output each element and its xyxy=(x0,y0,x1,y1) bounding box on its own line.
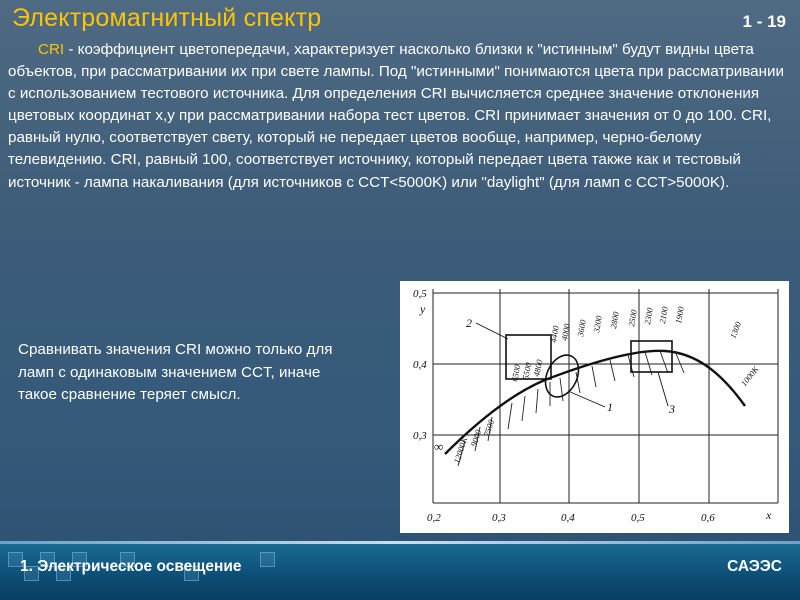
iso-line-4000 xyxy=(560,378,563,401)
temp-label-2800: 2800 xyxy=(608,310,621,330)
slide-title: Электромагнитный спектр xyxy=(12,4,322,32)
chromaticity-svg xyxy=(400,281,789,533)
x-axis-label: x xyxy=(766,508,772,522)
temp-label-3200: 3200 xyxy=(591,314,604,334)
temp-label-4400: 4400 xyxy=(548,324,561,344)
callout-1: 1 xyxy=(607,400,613,414)
footer-decor-square xyxy=(260,552,275,567)
temp-label-2500: 2500 xyxy=(626,308,639,328)
iso-line-2100 xyxy=(660,351,668,373)
temp-label-6500: 6500 xyxy=(509,363,523,383)
x-tick-1: 0,3 xyxy=(492,512,506,524)
infinity-marker: ∞ xyxy=(434,439,444,454)
y-tick-2: 0,3 xyxy=(413,430,427,442)
callout-2: 2 xyxy=(466,316,472,330)
callout-line-3 xyxy=(658,372,668,406)
x-tick-2: 0,4 xyxy=(561,512,575,524)
temp-label-2300: 2300 xyxy=(642,306,655,326)
footer-section-title: 1. Электрическое освещение xyxy=(20,558,242,575)
x-tick-0: 0,2 xyxy=(427,512,441,524)
temp-label-1900: 1900 xyxy=(673,305,686,325)
iso-line-5500 xyxy=(522,396,525,421)
iso-line-3200 xyxy=(592,366,596,387)
iso-line-6500 xyxy=(508,403,512,429)
side-note: Сравнивать значения CRI можно только для ламп с одинаковым значением CCT, иначе такое сравнение теряет смысл. xyxy=(18,341,333,403)
iso-line-2800 xyxy=(610,360,615,381)
chromaticity-diagram xyxy=(400,281,789,533)
y-tick-0: 0,5 xyxy=(413,288,427,300)
temp-label-4800: 4800 xyxy=(531,358,545,378)
callout-line-1 xyxy=(568,391,605,407)
temp-label-1000k: 1000K xyxy=(738,364,761,389)
x-tick-3: 0,5 xyxy=(631,512,645,524)
temp-label-3600: 3600 xyxy=(575,318,588,338)
temp-label-5500: 5500 xyxy=(520,361,534,381)
cri-term: CRI xyxy=(38,41,65,58)
cri-definition-text: - коэффициент цветопередачи, характеризует насколько близки к "истинным" будут видны цвета объектов, при рассматривании их при свете лампы. Под "истинными" понимаются цвета при рассматривании с использованием тестового источника. Для определения CRI вычисляется среднее значение отклонения цветовых координат x,y при рассматривании набора тест цветов. CRI принимает значения от 0 до 100. CRI, равный нулю, соответствует свету, который не передает цветов вообще, например, черно-белому телевидению. CRI, равный 100, соответствует источнику, который передает цвета также как и тестовый источник - лампа накаливания (для источников с CCT<5000K) или "daylight" (для ламп с CCT>5000K). xyxy=(8,41,784,191)
x-tick-4: 0,6 xyxy=(701,512,715,524)
temp-label-2100: 2100 xyxy=(657,305,670,325)
temp-label-7500: 7500 xyxy=(481,418,497,438)
callout-3: 3 xyxy=(669,402,675,416)
y-axis-label: y xyxy=(420,302,426,316)
temp-label-4000: 4000 xyxy=(559,322,572,342)
grid xyxy=(433,289,778,503)
isotemperature-lines xyxy=(458,351,684,466)
temp-label-1300: 1300 xyxy=(727,320,744,340)
cri-definition-paragraph xyxy=(8,39,790,194)
iso-line-4800 xyxy=(536,389,538,413)
slide-number: 1 - 19 xyxy=(742,12,786,31)
temp-label-12000k: 12000K xyxy=(451,435,470,465)
footer-org-name: САЭЭС xyxy=(727,558,782,575)
callout-line-2 xyxy=(476,323,508,339)
y-tick-1: 0,4 xyxy=(413,359,427,371)
temp-label-9000: 9000 xyxy=(468,428,484,448)
